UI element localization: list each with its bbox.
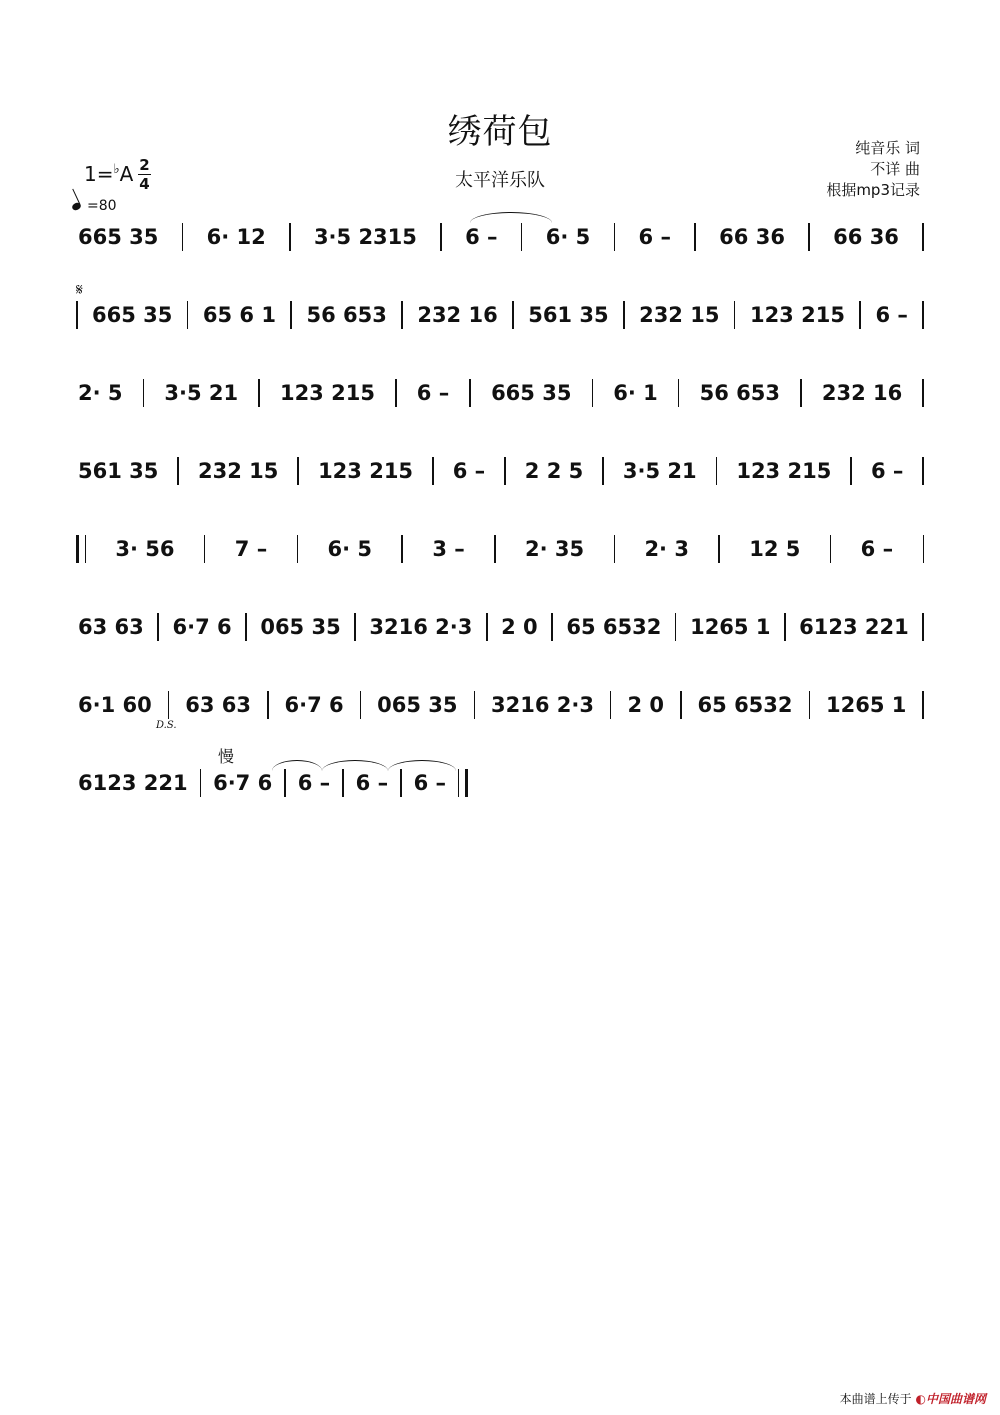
measure: 6 – (413, 771, 447, 795)
lyricist-credit: 纯音乐 词 (855, 139, 920, 157)
barline (602, 457, 604, 485)
barline (204, 535, 206, 563)
barline (922, 691, 924, 719)
barline (400, 769, 402, 797)
barline (494, 535, 496, 563)
barline (859, 301, 861, 329)
barline (551, 613, 553, 641)
tempo-slow-marking: 慢 (218, 747, 235, 766)
measure: 665 35 (491, 381, 572, 405)
measure: 2· 35 (525, 537, 585, 561)
measure: 665 35 (78, 225, 159, 249)
score-line (76, 612, 924, 660)
barline (168, 691, 170, 719)
barline (923, 535, 925, 563)
barline (143, 379, 145, 407)
measure: 2 0 (627, 693, 665, 717)
barline (401, 301, 403, 329)
barline (469, 379, 471, 407)
barline (297, 457, 299, 485)
footer-text: 本曲谱上传于 (839, 1392, 912, 1406)
measure: 6· 1 (613, 381, 658, 405)
site-brand: 中国曲谱网 (925, 1392, 986, 1406)
measure: 6 – (465, 225, 498, 249)
measure: 6 – (416, 381, 450, 405)
song-subtitle: 太平洋乐队 (455, 170, 545, 191)
barline (354, 613, 356, 641)
barline (623, 301, 625, 329)
measure: 123 215 (318, 459, 414, 483)
measure: 6123 221 (78, 771, 188, 795)
flat-icon: ♭ (113, 162, 120, 177)
song-title: 绣荷包 (447, 112, 553, 152)
measure: 232 16 (821, 381, 903, 405)
measure: 665 35 (92, 303, 173, 327)
barline (187, 301, 189, 329)
barline (675, 613, 677, 641)
measure: 66 36 (833, 225, 899, 249)
measure: 56 653 (306, 303, 387, 327)
measure: 6· 5 (327, 537, 373, 561)
ds-marking: D.S. (156, 720, 177, 731)
barline (360, 691, 362, 719)
measure: 561 35 (528, 303, 609, 327)
measure: 65 6 1 (202, 303, 276, 327)
slur (470, 212, 552, 223)
measure: 6 – (870, 459, 904, 483)
measure: 56 653 (699, 381, 781, 405)
measure: 3216 2·3 (491, 693, 594, 717)
composer-credit: 不详 曲 (870, 160, 920, 178)
measure: 561 35 (78, 459, 159, 483)
measure: 2 2 5 (524, 459, 584, 483)
score-line (76, 456, 924, 504)
footer (840, 1390, 986, 1407)
barline (678, 379, 680, 407)
barline (258, 379, 260, 407)
measure: 232 15 (639, 303, 720, 327)
barline (200, 769, 202, 797)
barline (922, 613, 924, 641)
measure: 6·7 6 (172, 615, 232, 639)
measure: 6 – (297, 771, 331, 795)
barline (486, 613, 488, 641)
measure: 66 36 (719, 225, 785, 249)
barline (401, 535, 403, 563)
barline (474, 691, 476, 719)
barline (850, 457, 852, 485)
quarter-note-icon (71, 201, 82, 211)
barline (614, 223, 616, 251)
barline (432, 457, 434, 485)
measure: 7 – (234, 537, 268, 561)
measure: 1265 1 (826, 693, 907, 717)
repeat-barline (76, 535, 86, 563)
slur (388, 760, 456, 771)
barline (157, 613, 159, 641)
measure: 3· 56 (115, 537, 175, 561)
barline (245, 613, 247, 641)
barline (922, 379, 924, 407)
barline (297, 535, 299, 563)
site-logo-icon: ◐ (915, 1392, 926, 1406)
barline (614, 535, 616, 563)
measure: 6·1 60 (78, 693, 152, 717)
measure: 3 – (432, 537, 465, 561)
source-credit: 根据mp3记录 (826, 181, 920, 199)
measure: 123 215 (736, 459, 832, 483)
segno-icon: 𝄋 (76, 280, 83, 299)
barline (734, 301, 736, 329)
measure: 63 63 (78, 615, 144, 639)
barline (830, 535, 832, 563)
measure: 6· 12 (206, 225, 266, 249)
score-line (76, 768, 468, 816)
barline (808, 223, 810, 251)
barline (809, 691, 811, 719)
barline (182, 223, 184, 251)
measure: 65 6532 (697, 693, 793, 717)
measure: 6123 221 (799, 615, 909, 639)
measure: 123 215 (749, 303, 845, 327)
barline (512, 301, 514, 329)
barline (289, 223, 291, 251)
score-line (76, 222, 924, 270)
barline (76, 301, 78, 329)
measure: 12 5 (749, 537, 801, 561)
barline (922, 301, 924, 329)
score-line (76, 534, 924, 582)
barline (610, 691, 612, 719)
measure: 6 – (875, 303, 908, 327)
barline (342, 769, 344, 797)
barline (177, 457, 179, 485)
measure: 232 15 (198, 459, 279, 483)
measure: 6 – (355, 771, 389, 795)
barline (800, 379, 802, 407)
barline (592, 379, 594, 407)
barline (680, 691, 682, 719)
measure: 1265 1 (690, 615, 771, 639)
barline (521, 223, 523, 251)
barline (440, 223, 442, 251)
score-line (76, 378, 924, 426)
measure: 3·5 2315 (313, 225, 417, 249)
barline (267, 691, 269, 719)
measure: 2· 3 (644, 537, 689, 561)
measure: 6·7 6 (284, 693, 344, 717)
measure: 6· 5 (545, 225, 591, 249)
slur (322, 760, 388, 771)
time-signature: 2 4 (139, 156, 150, 193)
tempo-marking: =80 (72, 198, 117, 214)
barline (290, 301, 292, 329)
measure: 2· 5 (78, 381, 123, 405)
measure: 065 35 (260, 615, 341, 639)
measure: 6 – (638, 225, 671, 249)
barline (718, 535, 720, 563)
measure: 6 – (452, 459, 486, 483)
barline (922, 223, 924, 251)
score-line (76, 690, 924, 738)
slur (272, 760, 322, 771)
barline (716, 457, 718, 485)
measure: 65 6532 (566, 615, 662, 639)
barline (784, 613, 786, 641)
key-signature: 1=♭A (84, 162, 134, 186)
measure: 232 16 (417, 303, 498, 327)
barline (922, 457, 924, 485)
measure: 3·5 21 (164, 381, 239, 405)
final-barline (458, 769, 468, 797)
barline (694, 223, 696, 251)
measure: 3·5 21 (622, 459, 697, 483)
measure: 63 63 (185, 693, 252, 717)
barline (504, 457, 506, 485)
measure: 6·7 6 (213, 771, 273, 795)
measure: 6 – (860, 537, 894, 561)
measure: 123 215 (279, 381, 375, 405)
measure: 3216 2·3 (369, 615, 473, 639)
barline (284, 769, 286, 797)
measure: 2 0 (501, 615, 538, 639)
barline (395, 379, 397, 407)
measure: 065 35 (377, 693, 458, 717)
score-line (76, 300, 924, 348)
